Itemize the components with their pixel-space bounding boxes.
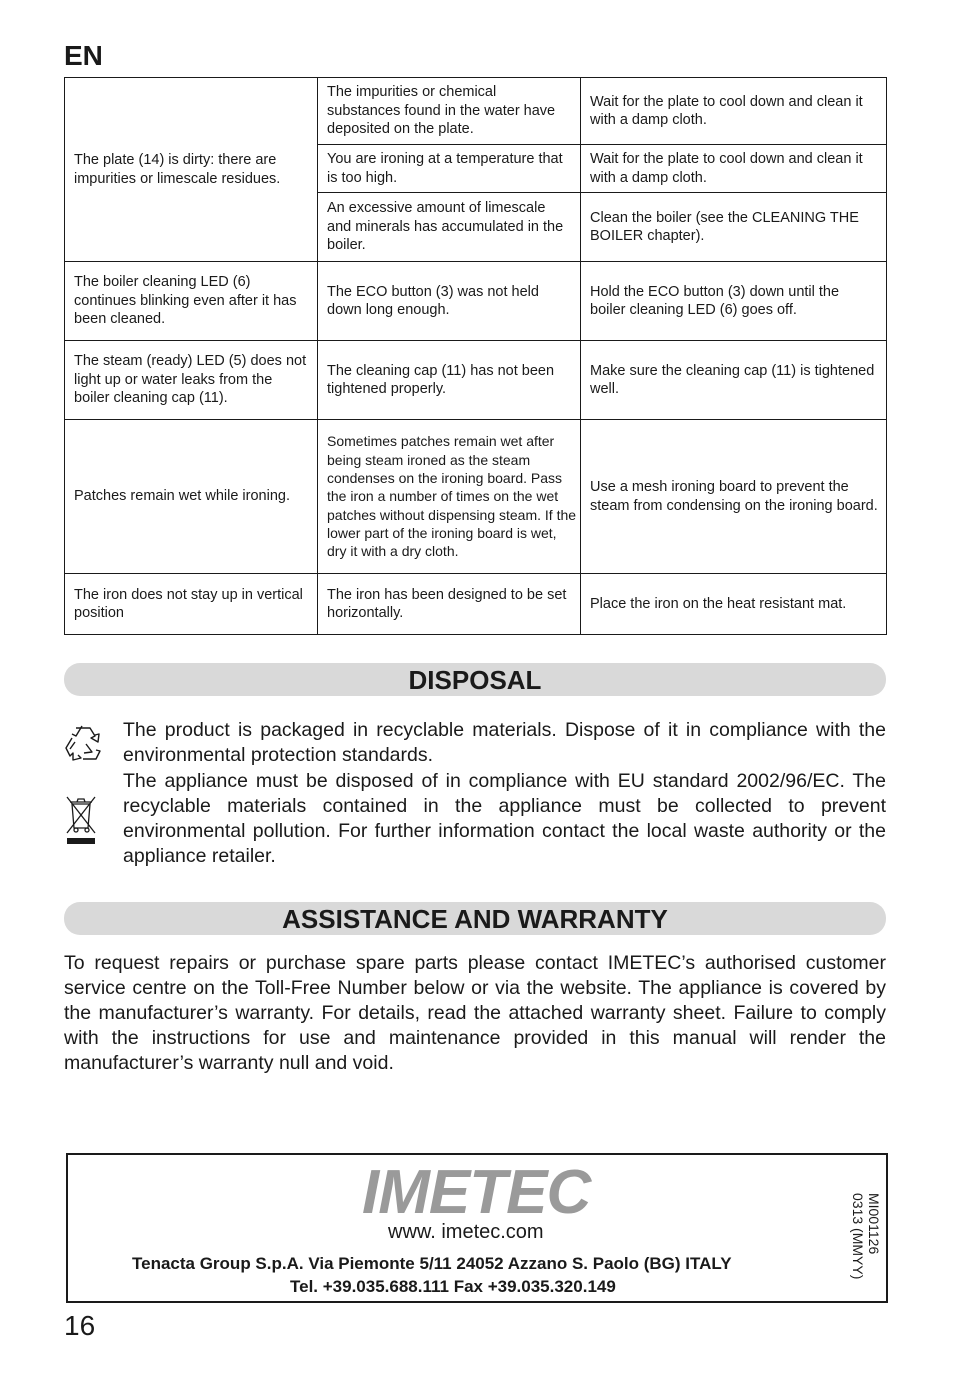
page-number: 16 [64,1310,96,1341]
solution-cell: Place the iron on the heat resistant mat. [581,574,887,635]
assistance-text: To request repairs or purchase spare parts please contact IMETEC’s authorised customer service centre on the Toll-Free Number below or via the website. The appliance is covered by the manufacturer’s warranty. For details, read the attached warranty sheet. Failure to comply with the instructions for use and maintenance provided in this manual will render the manufacturer’s warranty null and void. [64,952,886,1074]
imetec-logo [360,1161,600,1223]
disposal-heading: DISPOSAL [64,663,886,696]
code-line-1: MI001126 [866,1193,882,1255]
disposal-text-packaging: The product is packaged in recyclable materials. Dispose of it in compliance with the environmental protection standards. [123,719,886,766]
problem-cell: The plate (14) is dirty: there are impurities or limescale residues. [65,78,318,262]
solution-cell: Make sure the cleaning cap (11) is tightened well. [581,341,887,420]
company-phone: Tel. +39.035.688.111 Fax +39.035.320.149 [290,1277,616,1296]
crossed-bin-icon [62,794,100,846]
table-row [65,420,887,574]
cause-cell: The cleaning cap (11) has not been tightened properly. [318,341,581,420]
assistance-heading: ASSISTANCE AND WARRANTY [64,902,886,935]
cause-cell: You are ironing at a temperature that is too high. [318,145,581,193]
disposal-text-appliance: The appliance must be disposed of in compliance with EU standard 2002/96/EC. The recyclable materials contained in the appliance must be collected to prevent environmental pollution. For further information contact the local waste authority or the appliance retailer. [123,770,886,867]
code-line-2: 0313 (MMYY) [850,1193,866,1280]
cause-cell: The iron has been designed to be set horizontally. [318,574,581,635]
table-row [65,574,887,635]
table-row [65,78,887,145]
solution-cell: Use a mesh ironing board to prevent the steam from condensing on the ironing board. [581,420,887,574]
solution-cell: Clean the boiler (see the CLEANING THE BOILER chapter). [581,193,887,262]
cause-cell: The ECO button (3) was not held down long enough. [318,262,581,341]
website-link[interactable]: www. imetec.com [388,1221,544,1243]
table-row [65,341,887,420]
recycle-icon [62,722,104,764]
solution-cell: Hold the ECO button (3) down until the boiler cleaning LED (6) goes off. [581,262,887,341]
language-label: EN [64,40,103,71]
problem-cell: Patches remain wet while ironing. [65,420,318,574]
logo-text: IMETEC [362,1161,591,1223]
footer-contact-box [66,1153,888,1303]
cause-cell: The impurities or chemical substances found in the water have deposited on the plate. [318,78,581,145]
cause-cell: Sometimes patches remain wet after being steam ironed as the steam condenses on the ironing board. Pass the iron a number of times on the wet patches without dispensing steam. If the lower part of the ironing board is wet, dry it with a dry cloth. [318,420,581,574]
cause-cell: An excessive amount of limescale and minerals has accumulated in the boiler. [318,193,581,262]
problem-cell: The boiler cleaning LED (6) continues blinking even after it has been cleaned. [65,262,318,341]
company-address: Tenacta Group S.p.A. Via Piemonte 5/11 24052 Azzano S. Paolo (BG) ITALY [132,1254,732,1273]
table-row [65,262,887,341]
solution-cell: Wait for the plate to cool down and clean it with a damp cloth. [581,78,887,145]
solution-cell: Wait for the plate to cool down and clean it with a damp cloth. [581,145,887,193]
troubleshooting-table [64,77,887,635]
problem-cell: The steam (ready) LED (5) does not light up or water leaks from the boiler cleaning cap (11). [65,341,318,420]
problem-cell: The iron does not stay up in vertical position [65,574,318,635]
